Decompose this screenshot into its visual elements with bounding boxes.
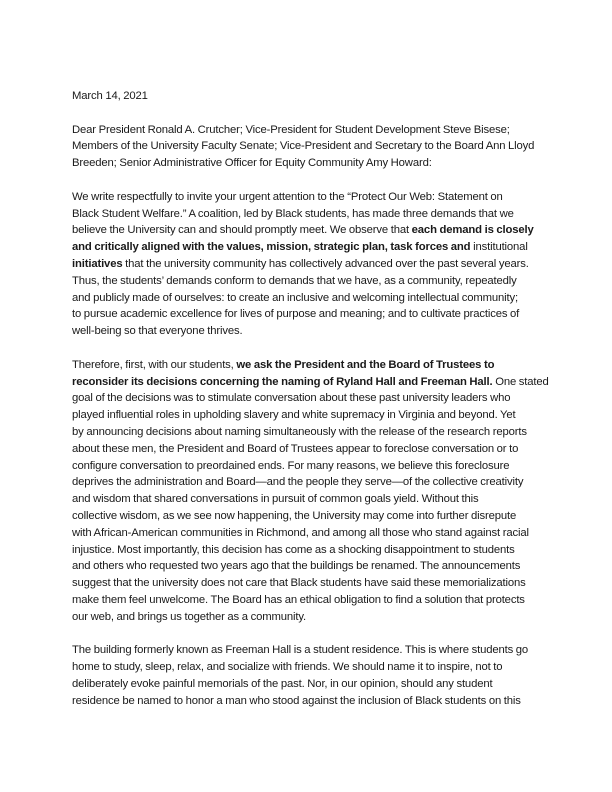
paragraph-line: The building formerly known as Freeman Hall is a student residence. This is where students go <box>72 644 529 657</box>
paragraph-line <box>72 374 548 391</box>
paragraph-line: Black Student Welfare.” A coalition, led by Black students, has made three demands that we <box>72 207 514 220</box>
paragraph-line: by announcing decisions about naming simultaneously with the release of the research reports <box>72 425 527 438</box>
paragraph-line: suggest that the university does not care that Black students have said these memorializations <box>72 577 526 590</box>
paragraph-line: played influential roles in upholding slavery and white supremacy in Virginia and beyond. Yet <box>72 409 516 422</box>
paragraph-line: home to study, sleep, relax, and socialize with friends. We should name it to inspire, not to <box>72 661 503 674</box>
bold-text-run: we ask the President and the Board of Trustees to <box>236 358 495 371</box>
paragraph-line: deliberately evoke painful memorials of the past. Nor, in our opinion, should any student <box>72 677 493 690</box>
bold-text-run: initiatives <box>72 257 123 270</box>
paragraph-line: our web, and brings us together as a community. <box>72 610 306 623</box>
paragraph-line: injustice. Most importantly, this decision has come as a shocking disappointment to students <box>72 543 515 556</box>
bold-text-run: reconsider its decisions concerning the naming of Ryland Hall and Freeman Hall. <box>72 375 493 388</box>
letter-date: March 14, 2021 <box>72 90 148 102</box>
blank-line <box>72 172 548 189</box>
blank-line <box>72 105 548 122</box>
paragraph-line: Thus, the students’ demands conform to demands that we have, as a community, repeatedly <box>72 274 517 287</box>
paragraph-line: and publicly made of ourselves: to create an inclusive and welcoming intellectual community; <box>72 291 519 304</box>
paragraph-freeman-hall <box>72 642 548 709</box>
paragraph-line: well-being so that everyone thrives. <box>72 325 243 338</box>
text-run: Therefore, first, with our students, <box>72 358 237 371</box>
paragraph-line <box>72 357 548 374</box>
paragraph-line: goal of the decisions was to stimulate conversation about these past university leaders who <box>72 392 511 405</box>
salutation-line: Dear President Ronald A. Crutcher; Vice-President for Student Development Steve Bisese; <box>72 123 510 136</box>
paragraph-naming-request <box>72 357 548 626</box>
paragraph-line: residence be named to honor a man who stood against the inclusion of Black students on this <box>72 694 521 707</box>
text-run: believe the University can and should promptly meet. We observe that <box>72 224 412 237</box>
paragraph-line: deprives the administration and Board—and the people they serve—of the collective creativity <box>72 476 524 489</box>
salutation-line: Breeden; Senior Administrative Officer for Equity Community Amy Howard: <box>72 157 432 170</box>
paragraph-line: with African-American communities in Richmond, and among all those who stand against racial <box>72 526 529 539</box>
text-run: that the university community has collectively advanced over the past several years. <box>122 257 529 270</box>
paragraph-line: collective wisdom, as we see now happening, the University may come into further disrepute <box>72 509 517 522</box>
bold-text-run: each demand is closely <box>411 224 534 237</box>
letter-page <box>72 88 548 709</box>
paragraph-line: about these men, the President and Board of Trustees appear to foreclose conversation or to <box>72 442 519 455</box>
bold-text-run: and critically aligned with the values, mission, strategic plan, task forces and <box>72 241 471 254</box>
paragraph-line <box>72 222 548 239</box>
paragraph-intro <box>72 189 548 340</box>
paragraph-line <box>72 256 548 273</box>
blank-line <box>72 340 548 357</box>
paragraph-line: configure conversation to preordained ends. For many reasons, we believe this foreclosure <box>72 459 510 472</box>
blank-line <box>72 626 548 643</box>
paragraph-line: We write respectfully to invite your urgent attention to the “Protect Our Web: Statement on <box>72 190 503 203</box>
paragraph-line <box>72 239 548 256</box>
salutation-line: Members of the University Faculty Senate; Vice-President and Secretary to the Board Ann Lloyd <box>72 140 535 153</box>
paragraph-line: and wisdom that shared conversations in pursuit of common goals yield. Without this <box>72 493 479 506</box>
salutation <box>72 122 548 172</box>
paragraph-line: and others who requested two years ago that the buildings be renamed. The announcements <box>72 560 521 573</box>
paragraph-line: to pursue academic excellence for lives of purpose and meaning; and to cultivate practices of <box>72 308 520 321</box>
text-run: One stated <box>492 375 549 388</box>
text-run: institutional <box>470 241 528 254</box>
paragraph-line: make them feel unwelcome. The Board has an ethical obligation to find a solution that protects <box>72 593 525 606</box>
